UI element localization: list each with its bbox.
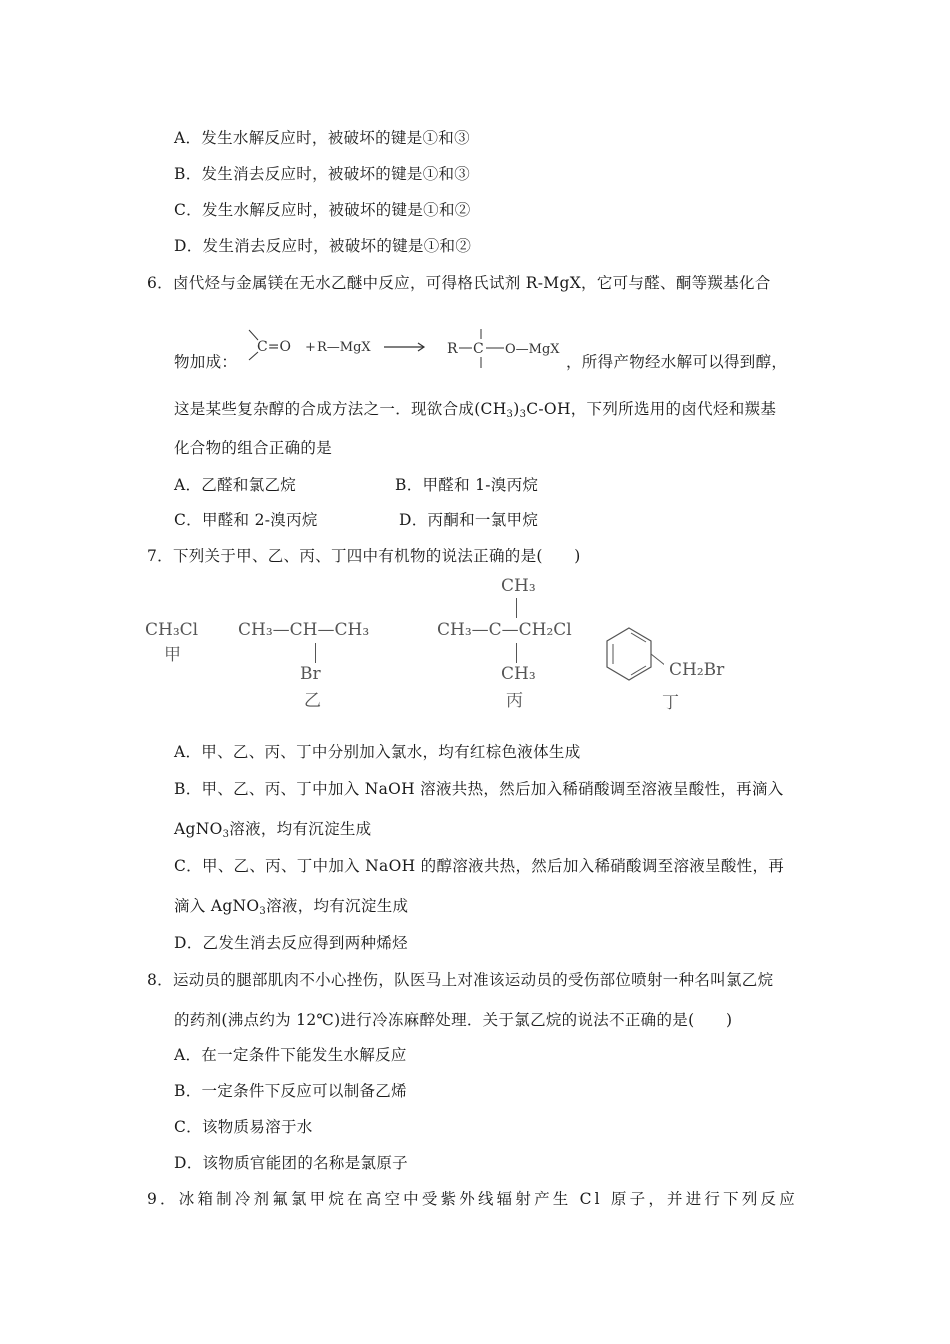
jia-label: 甲 <box>164 645 181 665</box>
yi-substituent: Br <box>300 664 321 684</box>
q6-stem-line1: 6．卤代烃与金属镁在无水乙醚中反应，可得格氏试剂 R-MgX，它可与醛、酮等羰基化合 <box>147 274 771 292</box>
ding-label: 丁 <box>662 693 679 713</box>
bing-bottom: CH₃ <box>501 664 536 684</box>
bing-bond-bottom <box>516 643 517 663</box>
q6-option-d: D．丙酮和一氯甲烷 <box>399 511 539 529</box>
q8-option-b: B．一定条件下反应可以制备乙烯 <box>174 1082 407 1100</box>
q7-option-b-line2: AgNO$_3$溶液，均有沉淀生成 <box>174 820 372 840</box>
q7-option-c-line1: C．甲、乙、丙、丁中加入 NaOH 的醇溶液共热，然后加入稀硝酸调至溶液呈酸性，再 <box>174 857 785 875</box>
yi-main-chain: CH₃—CH—CH₃ <box>238 620 370 640</box>
q8-option-c: C．该物质易溶于水 <box>174 1118 313 1136</box>
bing-label: 丙 <box>506 691 523 711</box>
q7-stem: 7．下列关于甲、乙、丙、丁四中有机物的说法正确的是( ) <box>147 547 581 565</box>
ding-group: CH₂Br <box>669 660 725 680</box>
q6-stem-line4: 化合物的组合正确的是 <box>174 439 333 457</box>
bing-top: CH₃ <box>501 576 536 596</box>
bing-main-chain: CH₃—C—CH₂Cl <box>437 620 572 640</box>
q6-option-b: B．甲醛和 1-溴丙烷 <box>395 476 539 494</box>
q5-option-c: C．发生水解反应时，被破坏的键是①和② <box>174 201 471 219</box>
eq-product-c: C <box>473 341 484 357</box>
q5-option-d: D．发生消去反应时，被破坏的键是①和② <box>174 237 472 255</box>
eq-product-tail: O—MgX <box>505 342 560 357</box>
q6-stem-suffix: ，所得产物经水解可以得到醇， <box>566 353 788 371</box>
grignard-equation <box>242 324 572 378</box>
q5-option-b: B．发生消去反应时，被破坏的键是①和③ <box>174 165 471 183</box>
q5-option-a: A．发生水解反应时，被破坏的键是①和③ <box>174 129 470 147</box>
eq-product-r: R <box>447 341 458 357</box>
q8-stem-line2: 的药剂(沸点约为 12℃)进行冷冻麻醉处理．关于氯乙烷的说法不正确的是( ) <box>174 1011 733 1029</box>
q7-option-a: A．甲、乙、丙、丁中分别加入氯水，均有红棕色液体生成 <box>174 743 581 761</box>
q8-option-a: A．在一定条件下能发生水解反应 <box>174 1046 407 1064</box>
eq-reagent: R—MgX <box>317 340 371 355</box>
q6-option-a: A．乙醛和氯乙烷 <box>174 476 297 494</box>
q6-stem-prefix: 物加成： <box>174 353 238 371</box>
q6-stem-line3: 这是某些复杂醇的合成方法之一．现欲合成$(CH_3)_3C-OH$，下列所选用的卤代烃和羰基 <box>174 400 777 420</box>
q6-option-c: C．甲醛和 2-溴丙烷 <box>174 511 318 529</box>
q8-option-d: D．该物质官能团的名称是氯原子 <box>174 1154 408 1172</box>
q7-option-b-line1: B．甲、乙、丙、丁中加入 NaOH 溶液共热，然后加入稀硝酸调至溶液呈酸性，再滴入 <box>174 780 784 798</box>
q7-option-c-line2: 滴入 AgNO$_3$溶液，均有沉淀生成 <box>174 897 409 917</box>
q8-stem-line1: 8．运动员的腿部肌肉不小心挫伤，队医马上对准该运动员的受伤部位喷射一种名叫氯乙烷 <box>147 971 774 989</box>
eq-plus: + <box>305 340 316 355</box>
yi-label: 乙 <box>304 691 321 711</box>
bing-bond-top <box>516 598 517 618</box>
jia-formula: CH₃Cl <box>145 620 199 640</box>
q7-option-d: D．乙发生消去反应得到两种烯烃 <box>174 934 408 952</box>
q9-stem-line1: 9．冰箱制冷剂氟氯甲烷在高空中受紫外线辐射产生 Cl 原子，并进行下列反应 <box>147 1190 798 1208</box>
benzene-ring <box>604 625 664 695</box>
yi-bond <box>315 643 316 663</box>
eq-reactant-group: C=O <box>257 339 291 355</box>
